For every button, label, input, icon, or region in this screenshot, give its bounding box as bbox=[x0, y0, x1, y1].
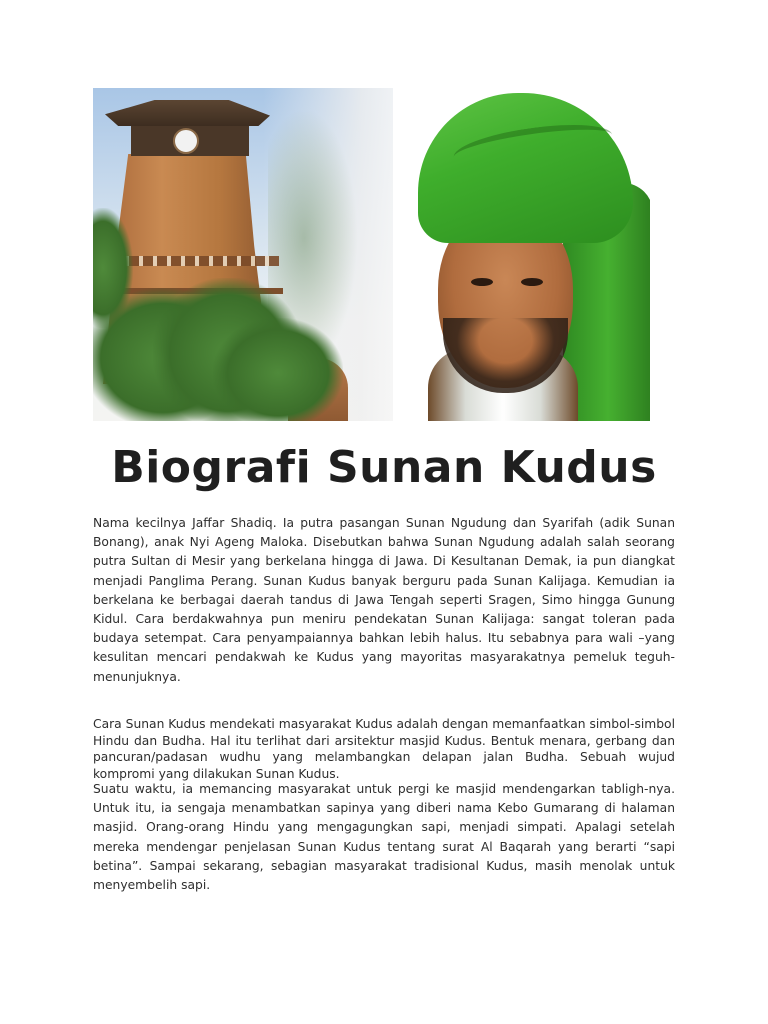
paragraph-dakwah-approach: Cara Sunan Kudus mendekati masyarakat Kudus adalah dengan memanfaatkan simbol-simbol Hindu dan Budha. Hal itu terlihat dari arsitektur masjid Kudus. Bentuk menara, gerbang dan pancuran/padasan wudhu yang melambangkan delapan jalan Budha. Sebuah wujud kompromi yang dilakukan Sunan Kudus. bbox=[93, 717, 675, 781]
paragraph-early-life: Nama kecilnya Jaffar Shadiq. Ia putra pasangan Sunan Ngudung dan Syarifah (adik Sunan Bonang), anak Nyi Ageng Maloka. Disebutkan bahwa Sunan Ngudung adalah salah seorang putra Sultan di Mesir yang berkelana hingga di Jawa. Di Kesultanan Demak, ia pun diangkat menjadi Panglima Perang. Sunan Kudus banyak berguru pada Sunan Kalijaga. Kemudian ia berkelana ke berbagai daerah tandus di Jawa Tengah seperti Sragen, Simo hingga Gunung Kidul. Cara berdakwahnya pun meniru pendekatan Sunan Kalijaga: sangat toleran pada budaya setempat. Cara penyampaiannya bahkan lebih halus. Itu sebabnya para wali –yang kesulitan mencari pendakwah ke Kudus yang mayoritas masyarakatnya pemeluk teguh-menunjuknya. bbox=[93, 516, 675, 684]
palm-tree bbox=[213, 318, 343, 421]
portrait-eye-left bbox=[471, 278, 493, 286]
hero-image bbox=[93, 88, 650, 421]
paragraph-kebo-gumarang: Suatu waktu, ia memancing masyarakat untuk pergi ke masjid mendengarkan tabligh-nya. Untuk itu, ia sengaja menambatkan sapinya yang diberi nama Kebo Gumarang di halaman masjid. Orang-orang Hindu yang mengagungkan sapi, menjadi simpati. Apalagi setelah mereka mendengar penjelasan Sunan Kudus tentang surat Al Baqarah yang berarti “sapi betina”. Sampai sekarang, sebagian masyarakat tradisional Kudus, masih menolak untuk menyembelih sapi. bbox=[93, 782, 675, 893]
portrait-eye-right bbox=[521, 278, 543, 286]
tower-roof bbox=[105, 100, 270, 126]
page-title: Biografi Sunan Kudus bbox=[111, 442, 657, 493]
clock-icon bbox=[173, 128, 199, 154]
